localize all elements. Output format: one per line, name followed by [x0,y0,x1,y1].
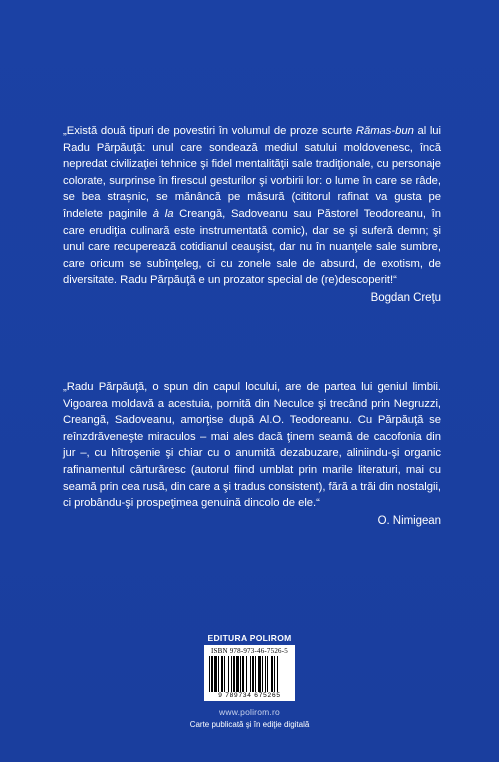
review-quote-1 [63,123,441,307]
quote-text-part: „Există două tipuri de povestiri în volumul de proze scurte [63,125,356,137]
book-title: Rămas-bun [355,125,414,137]
quote-text-part: al lui Radu Părpăuţă: unul care sondează mediul satului moldovenesc, încă nepredat civilizaţiei tehnice şi fidel mentalităţii sale tradiţionale, cu personaje colorate, surprinse în firescul gesturilor şi vorbirii lor: o lume în care se râde, se bea strașnic, se mănâncă pe măsură (cititorul rafinat va gusta pe îndelete paginile [63,125,441,220]
barcode-number: 9 789734 675265 [218,692,281,699]
quote-text-part: Creangă, Sadoveanu sau Păstorel Teodoreanu, în care erudiţia culinară este instrumentată comic), dar se şi suferă demn; şi unul care recuperează cotidianul ceauşist, dar nu în nuanţele sale sumbre, care oricum se subînţeleg, ci cu zonele sale de absurd, de exotism, de diversitate. Radu Părpăuţă e un prozator special de (re)descoperit!“ [63,207,442,287]
publisher-name: EDITURA POLIROM [207,633,292,643]
review-quote-2 [63,379,441,529]
quote-author: Bogdan Creţu [370,291,441,304]
quote-italic: à la [152,207,174,220]
quote-author: O. Nimigean [377,514,441,527]
quote-text: „Radu Părpăuţă, o spun din capul locului, are de partea lui geniul limbii. Vigoarea moldavă a acestuia, pornită din Neculce şi trecând prin Negruzzi, Creangă, Sadoveanu, amorţise după Al.O. Teodoreanu. Cu Părpăuţă se reînzdrăveneşte miraculos – mai ales dacă ţinem seamă de cacofonia din jur –, cu hîtroşenie şi chiar cu o anumită dezabuzare, aliniindu-şi organic rafinamentul cărturăresc (autorul fiind umblat prin marile literaturi, mai cu seamă prin cea rusă, din care a şi tradus consistent), fără a trăi din nostalgii, ci probându-şi prospeţimea genuină dincolo de ele.“ [63,381,441,510]
quote-text [63,123,441,289]
website-link[interactable]: www.polirom.ro [219,707,280,717]
isbn-label: ISBN 978-973-46-7526-5 [211,647,288,655]
barcode [204,645,295,701]
barcode-bars-icon [209,656,290,692]
edition-note: Carte publicată şi în ediţie digitală [189,720,310,729]
